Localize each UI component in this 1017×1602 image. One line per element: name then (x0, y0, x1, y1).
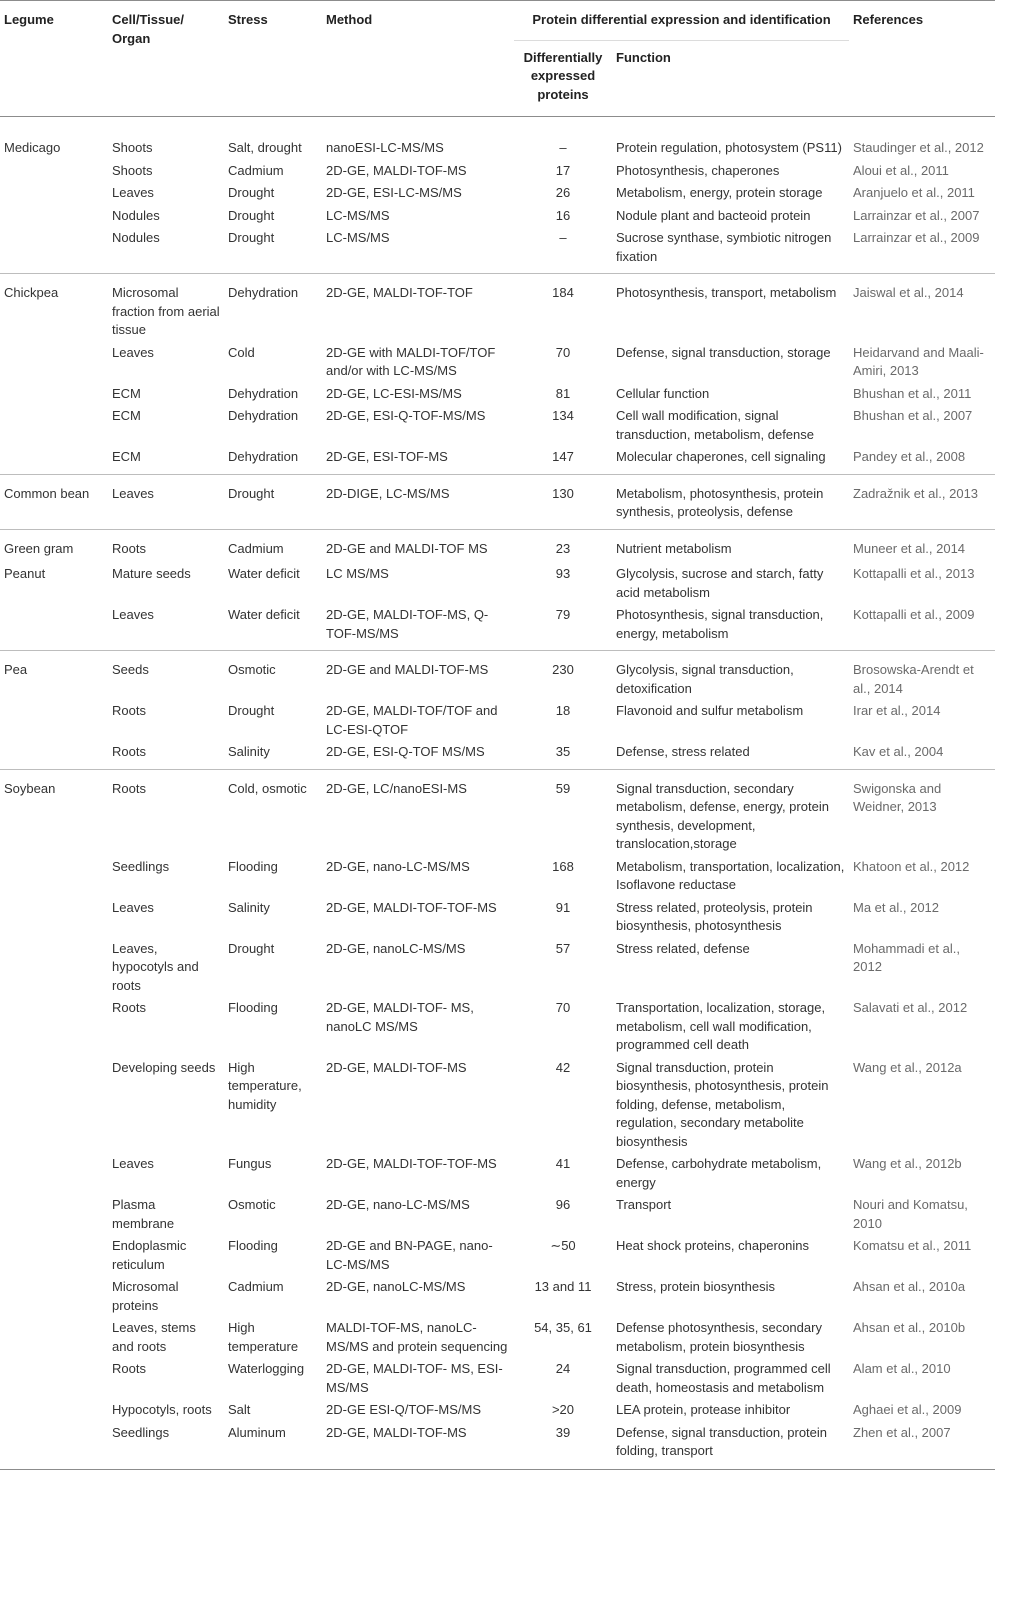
table-row (0, 769, 995, 858)
method-cell: 2D-GE, ESI-Q-TOF-MS/MS (326, 408, 486, 423)
reference-cell: Muneer et al., 2014 (849, 529, 995, 565)
reference-cell: Salavati et al., 2012 (853, 1000, 968, 1015)
reference-cell: Heidarvand and Maali-Amiri, 2013 (853, 344, 984, 378)
stress-cell: Cadmium (228, 1279, 284, 1294)
cell-tissue-cell: Leaves (112, 344, 154, 360)
function-cell: Transportation, localization, storage, metabolism, cell wall modification, programmed cell death (616, 1000, 826, 1052)
table-row (0, 448, 995, 474)
cell-tissue-cell: ECM (112, 408, 141, 423)
cell-tissue-cell: Leaves, hypocotyls and roots (112, 940, 199, 993)
method-cell: 2D-GE, nanoLC-MS/MS (326, 940, 466, 956)
function-cell: Cellular function (616, 385, 710, 401)
function-cell: Defense, signal transduction, storage (616, 344, 831, 360)
table-row (0, 529, 995, 565)
stress-cell: Dehydration (224, 274, 322, 344)
function-cell: Defense, stress related (616, 744, 750, 759)
function-cell: Metabolism, energy, protein storage (616, 185, 823, 200)
header-function: Function (616, 49, 671, 65)
table-row (0, 1319, 995, 1360)
reference-cell: Ahsan et al., 2010b (853, 1320, 966, 1335)
stress-cell: High temperature (228, 1320, 299, 1354)
stress-cell: Drought (228, 703, 275, 718)
method-cell: 2D-GE and MALDI-TOF-MS (322, 651, 514, 703)
cell-tissue-cell: Roots (112, 703, 146, 718)
function-cell: Defense photosynthesis, secondary metabolism, protein biosynthesis (616, 1320, 822, 1354)
stress-cell: Cadmium (228, 162, 284, 178)
table-row (0, 162, 995, 185)
method-cell: 2D-DIGE, LC-MS/MS (322, 474, 514, 529)
table-row (0, 606, 995, 651)
method-cell: 2D-GE, MALDI-TOF/TOF and LC-ESI-QTOF (326, 703, 498, 737)
function-cell: Protein regulation, photosystem (PS11) (616, 140, 842, 155)
stress-cell: High temperature, humidity (228, 1059, 302, 1112)
dep-count-cell: 93 (555, 566, 571, 581)
reference-cell: Swigonska and Weidner, 2013 (849, 769, 995, 858)
table-row (0, 184, 995, 207)
dep-count-cell: 17 (555, 162, 571, 178)
function-cell: Signal transduction, programmed cell death, homeostasis and metabolism (616, 1361, 831, 1395)
cell-tissue-cell: ECM (112, 449, 141, 464)
dep-count-cell: 39 (514, 1424, 612, 1470)
cell-tissue-cell: Plasma membrane (112, 1197, 175, 1231)
table-row (0, 702, 995, 743)
method-cell: 2D-GE with MALDI-TOF/TOF and/or with LC-MS/MS (326, 344, 496, 378)
legume-cell (0, 162, 108, 185)
legume-cell (0, 1278, 108, 1319)
stress-cell: Flooding (228, 858, 278, 874)
table-row (0, 743, 995, 769)
table-row (0, 1360, 995, 1401)
legume-cell (0, 385, 108, 408)
dep-count-cell: 230 (514, 651, 612, 703)
table-row (0, 1155, 995, 1196)
cell-tissue-cell: Hypocotyls, roots (112, 1402, 212, 1417)
dep-count-cell: 26 (555, 185, 571, 200)
stress-cell: Water deficit (228, 607, 300, 622)
dep-count-cell: 42 (555, 1059, 571, 1075)
cell-tissue-cell: Leaves (112, 607, 154, 622)
header-tissue: Cell/Tissue/ Organ (112, 12, 185, 46)
reference-cell: Khatoon et al., 2012 (853, 858, 970, 874)
cell-tissue-cell: Nodules (112, 207, 160, 223)
function-cell: Metabolism, transportation, localization, Isoflavone reductase (616, 858, 845, 892)
method-cell: 2D-GE, LC/nanoESI-MS (322, 769, 514, 858)
cell-tissue-cell: Leaves (112, 1156, 154, 1171)
table-row (0, 858, 995, 899)
legume-cell (0, 606, 108, 651)
dep-count-cell: 134 (552, 408, 574, 423)
reference-cell: Mohammadi et al., 2012 (853, 940, 960, 974)
cell-tissue-cell: Mature seeds (112, 566, 191, 581)
table-row (0, 1278, 995, 1319)
cell-tissue-cell: Shoots (112, 140, 153, 155)
function-cell: Stress related, proteolysis, protein biosynthesis, photosynthesis (616, 899, 813, 933)
table-row (0, 407, 995, 448)
cell-tissue-cell: Roots (108, 529, 224, 565)
method-cell: 2D-GE and MALDI-TOF MS (322, 529, 514, 565)
cell-tissue-cell: Roots (108, 769, 224, 858)
legume-cell (0, 229, 108, 274)
table-row (0, 999, 995, 1059)
stress-cell: Dehydration (228, 449, 299, 464)
header-method: Method (326, 12, 373, 27)
cell-tissue-cell: Developing seeds (112, 1059, 216, 1075)
legume-cell (0, 743, 108, 769)
dep-count-cell: 81 (555, 385, 571, 401)
method-cell: 2D-GE, LC-ESI-MS/MS (326, 385, 462, 401)
dep-count-cell: – (559, 230, 567, 245)
stress-cell: Fungus (228, 1156, 272, 1171)
table-row (0, 1401, 995, 1424)
reference-cell: Wang et al., 2012a (853, 1059, 962, 1075)
legume-cell (0, 1319, 108, 1360)
cell-tissue-cell: Seedlings (112, 858, 170, 874)
method-cell: 2D-GE, MALDI-TOF-TOF-MS (326, 1156, 497, 1171)
method-cell: nanoESI-LC-MS/MS (326, 140, 444, 155)
stress-cell: Drought (228, 185, 275, 200)
legume-cell (0, 448, 108, 474)
method-cell: 2D-GE, nanoLC-MS/MS (326, 1279, 466, 1294)
function-cell: Stress related, defense (616, 940, 750, 956)
reference-cell: Brosowska-Arendt et al., 2014 (849, 651, 995, 703)
legume-cell: Soybean (0, 769, 108, 858)
function-cell: Heat shock proteins, chaperonins (616, 1238, 809, 1253)
table-row (0, 1424, 995, 1470)
dep-count-cell: ∼50 (550, 1238, 576, 1253)
header-legume: Legume (4, 12, 54, 27)
method-cell: 2D-GE and BN-PAGE, nano-LC-MS/MS (326, 1238, 493, 1272)
method-cell: 2D-GE, MALDI-TOF-TOF-MS (326, 899, 497, 915)
legume-cell (0, 407, 108, 448)
reference-cell: Zhen et al., 2007 (849, 1424, 995, 1470)
reference-cell: Kottapalli et al., 2009 (853, 607, 975, 622)
stress-cell: Salinity (228, 744, 270, 759)
stress-cell: Salt (228, 1402, 251, 1417)
dep-count-cell: 91 (555, 899, 571, 915)
table-row (0, 1059, 995, 1156)
function-cell: LEA protein, protease inhibitor (616, 1402, 791, 1417)
reference-cell: Jaiswal et al., 2014 (849, 274, 995, 344)
dep-count-cell: 70 (555, 1000, 571, 1015)
stress-cell: Waterlogging (228, 1361, 305, 1376)
header-dep: Differentially expressed proteins (523, 49, 603, 102)
legume-cell (0, 1360, 108, 1401)
method-cell: 2D-GE, MALDI-TOF- MS, ESI-MS/MS (326, 1361, 503, 1395)
dep-count-cell: 24 (555, 1361, 571, 1376)
legume-cell: Peanut (4, 566, 46, 581)
method-cell: 2D-GE, ESI-Q-TOF MS/MS (326, 744, 485, 759)
table-row (0, 385, 995, 408)
dep-count-cell: 41 (555, 1156, 571, 1171)
dep-count-cell: 13 and 11 (534, 1279, 592, 1294)
reference-cell: Zadražnik et al., 2013 (849, 474, 995, 529)
function-cell: Nutrient metabolism (612, 529, 849, 565)
cell-tissue-cell: Seeds (108, 651, 224, 703)
table-row (0, 651, 995, 703)
function-cell: Photosynthesis, signal transduction, energy, metabolism (616, 607, 824, 641)
reference-cell: Alam et al., 2010 (853, 1361, 951, 1376)
function-cell: Stress, protein biosynthesis (616, 1279, 775, 1294)
table-row (0, 940, 995, 1000)
method-cell: 2D-GE, MALDI-TOF-MS (322, 1424, 514, 1470)
header-references: References (853, 12, 924, 27)
reference-cell: Ma et al., 2012 (853, 899, 940, 915)
stress-cell: Dehydration (228, 408, 299, 423)
function-cell: Signal transduction, secondary metabolism, defense, energy, protein synthesis, development, translocation,storage (612, 769, 849, 858)
stress-cell: Drought (228, 940, 275, 956)
header-stress: Stress (228, 12, 268, 27)
method-cell: LC MS/MS (326, 566, 389, 581)
method-cell: 2D-GE, MALDI-TOF-MS, Q-TOF-MS/MS (326, 607, 489, 641)
cell-tissue-cell: ECM (112, 385, 141, 401)
function-cell: Defense, signal transduction, protein folding, transport (612, 1424, 849, 1470)
cell-tissue-cell: Leaves (108, 474, 224, 529)
reference-cell: Nouri and Komatsu, 2010 (853, 1197, 968, 1231)
dep-count-cell: 35 (555, 744, 571, 759)
reference-cell: Irar et al., 2014 (853, 703, 941, 718)
stress-cell: Osmotic (224, 651, 322, 703)
legume-cell (0, 1196, 108, 1237)
function-cell: Sucrose synthase, symbiotic nitrogen fixation (616, 230, 832, 264)
cell-tissue-cell: Shoots (112, 162, 153, 178)
cell-tissue-cell: Microsomal proteins (112, 1279, 179, 1313)
function-cell: Flavonoid and sulfur metabolism (616, 703, 804, 718)
method-cell: LC-MS/MS (326, 230, 390, 245)
reference-cell: Aghaei et al., 2009 (853, 1402, 962, 1417)
table-row (0, 565, 995, 606)
cell-tissue-cell: Microsomal fraction from aerial tissue (108, 274, 224, 344)
legume-cell: Common bean (0, 474, 108, 529)
legume-cell (0, 1424, 108, 1470)
function-cell: Photosynthesis, chaperones (616, 162, 780, 178)
dep-count-cell: 184 (514, 274, 612, 344)
legume-cell (0, 207, 108, 230)
function-cell: Photosynthesis, transport, metabolism (612, 274, 849, 344)
stress-cell: Dehydration (228, 385, 299, 401)
dep-count-cell: 18 (555, 703, 571, 718)
function-cell: Glycolysis, signal transduction, detoxification (612, 651, 849, 703)
cell-tissue-cell: Roots (112, 744, 146, 759)
stress-cell: Salt, drought (228, 140, 302, 155)
reference-cell: Bhushan et al., 2011 (853, 385, 972, 401)
table-row (0, 207, 995, 230)
legume-cell: Medicago (4, 140, 61, 155)
method-cell: 2D-GE, ESI-TOF-MS (326, 449, 448, 464)
dep-count-cell: 168 (552, 858, 574, 874)
legume-cell: Chickpea (0, 274, 108, 344)
method-cell: LC-MS/MS (326, 207, 390, 223)
legume-cell (0, 1237, 108, 1278)
dep-count-cell: 70 (555, 344, 571, 360)
stress-cell: Cadmium (224, 529, 322, 565)
reference-cell: Bhushan et al., 2007 (853, 408, 973, 423)
legume-cell (0, 858, 108, 899)
reference-cell: Larrainzar et al., 2009 (853, 230, 980, 245)
legume-cell (0, 1401, 108, 1424)
header-protein-group: Protein differential expression and identification (514, 1, 849, 41)
table-row (0, 229, 995, 274)
table-row (0, 1237, 995, 1278)
method-cell: 2D-GE, MALDI-TOF-TOF (322, 274, 514, 344)
method-cell: MALDI-TOF-MS, nanoLC-MS/MS and protein sequencing (326, 1320, 508, 1354)
dep-count-cell: 79 (555, 607, 571, 622)
method-cell: 2D-GE, MALDI-TOF-MS (326, 162, 467, 178)
stress-cell: Cold, osmotic (224, 769, 322, 858)
reference-cell: Larrainzar et al., 2007 (853, 207, 980, 223)
method-cell: 2D-GE ESI-Q/TOF-MS/MS (326, 1402, 482, 1417)
dep-count-cell: 57 (555, 940, 571, 956)
function-cell: Molecular chaperones, cell signaling (616, 449, 826, 464)
legume-cell (0, 184, 108, 207)
method-cell: 2D-GE, nano-LC-MS/MS (326, 1197, 470, 1212)
table-body (0, 117, 995, 1470)
legume-cell: Green gram (0, 529, 108, 565)
method-cell: 2D-GE, MALDI-TOF-MS (326, 1059, 467, 1075)
function-cell: Metabolism, photosynthesis, protein synthesis, proteolysis, defense (612, 474, 849, 529)
table-row (0, 1196, 995, 1237)
cell-tissue-cell: Endoplasmic reticulum (112, 1238, 187, 1272)
stress-cell: Aluminum (224, 1424, 322, 1470)
dep-count-cell: – (559, 140, 567, 155)
stress-cell: Drought (228, 207, 275, 223)
cell-tissue-cell: Nodules (112, 230, 160, 245)
reference-cell: Wang et al., 2012b (853, 1156, 962, 1171)
cell-tissue-cell: Roots (112, 1361, 146, 1376)
dep-count-cell: 59 (514, 769, 612, 858)
function-cell: Transport (616, 1197, 672, 1212)
method-cell: 2D-GE, MALDI-TOF- MS, nanoLC MS/MS (326, 1000, 474, 1034)
dep-count-cell: 54, 35, 61 (534, 1320, 592, 1335)
dep-count-cell: 16 (555, 207, 571, 223)
reference-cell: Staudinger et al., 2012 (853, 140, 984, 155)
dep-count-cell: 23 (514, 529, 612, 565)
cell-tissue-cell: Roots (112, 1000, 146, 1015)
legume-cell: Pea (0, 651, 108, 703)
table-header (0, 1, 995, 117)
dep-count-cell: 130 (514, 474, 612, 529)
reference-cell: Kottapalli et al., 2013 (853, 566, 975, 581)
function-cell: Glycolysis, sucrose and starch, fatty acid metabolism (616, 566, 824, 600)
dep-count-cell: 96 (555, 1197, 571, 1212)
legume-cell (0, 1059, 108, 1156)
stress-cell: Drought (224, 474, 322, 529)
method-cell: 2D-GE, nano-LC-MS/MS (326, 858, 470, 874)
reference-cell: Komatsu et al., 2011 (853, 1238, 972, 1253)
legume-cell (0, 999, 108, 1059)
reference-cell: Kav et al., 2004 (853, 744, 944, 759)
cell-tissue-cell: Leaves, stems and roots (112, 1320, 196, 1354)
cell-tissue-cell: Seedlings (108, 1424, 224, 1470)
function-cell: Cell wall modification, signal transduction, metabolism, defense (616, 408, 814, 442)
table-row (0, 117, 995, 162)
cell-tissue-cell: Leaves (112, 185, 154, 200)
stress-cell: Water deficit (228, 566, 300, 581)
method-cell: 2D-GE, ESI-LC-MS/MS (326, 185, 462, 200)
stress-cell: Drought (228, 230, 275, 245)
stress-cell: Salinity (228, 899, 270, 915)
dep-count-cell: 147 (552, 449, 574, 464)
legume-cell (0, 1155, 108, 1196)
table-row (0, 899, 995, 940)
reference-cell: Pandey et al., 2008 (853, 449, 966, 464)
stress-cell: Osmotic (228, 1197, 276, 1212)
legume-cell (0, 899, 108, 940)
legume-cell (0, 940, 108, 1000)
function-cell: Nodule plant and bacteoid protein (616, 207, 811, 223)
stress-cell: Flooding (228, 1000, 278, 1015)
reference-cell: Aranjuelo et al., 2011 (853, 185, 975, 200)
table-row (0, 274, 995, 344)
legume-cell (0, 344, 108, 385)
reference-cell: Ahsan et al., 2010a (853, 1279, 966, 1294)
dep-count-cell: >20 (551, 1402, 575, 1417)
table-row (0, 474, 995, 529)
function-cell: Defense, carbohydrate metabolism, energy (616, 1156, 822, 1190)
stress-cell: Cold (228, 344, 255, 360)
reference-cell: Aloui et al., 2011 (853, 162, 949, 178)
legume-cell (0, 702, 108, 743)
table-row (0, 344, 995, 385)
cell-tissue-cell: Leaves (112, 899, 154, 915)
stress-cell: Flooding (228, 1238, 278, 1253)
function-cell: Signal transduction, protein biosynthesis, photosynthesis, protein folding, defense, metabolism, regulation, secondary metabolite biosynthesis (616, 1059, 829, 1149)
